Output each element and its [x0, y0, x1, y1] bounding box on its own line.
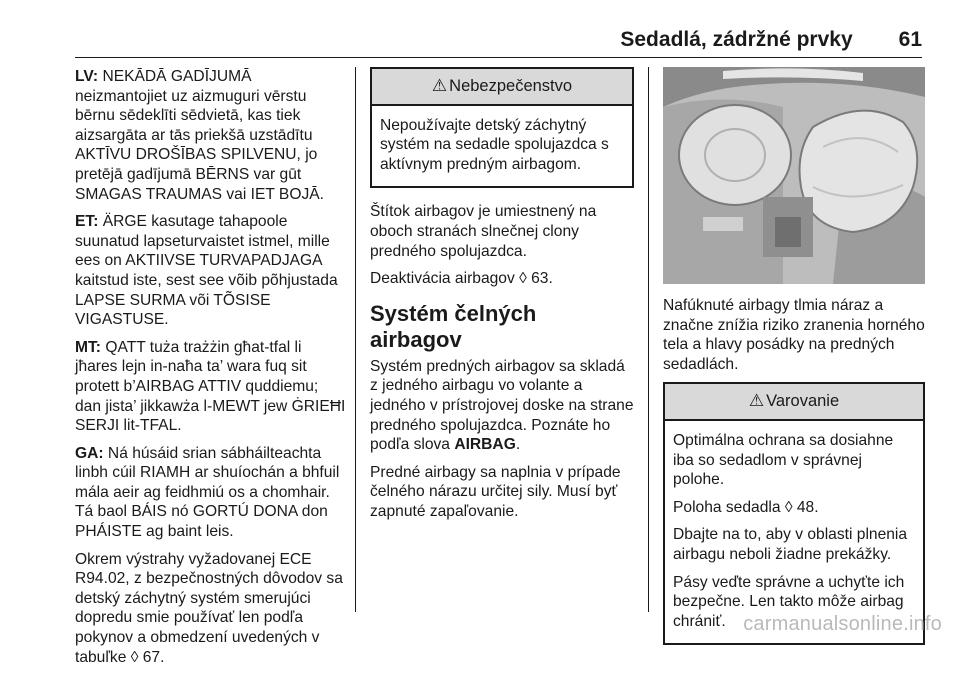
danger-box-body [372, 106, 632, 187]
airbag-illustration [663, 67, 925, 284]
paragraph-deactivation-ref: Deaktivácia airbagov ◊ 63. [370, 270, 553, 288]
photo-caption: Nafúknuté airbagy tlmia náraz a značne znížia riziko zranenia horného tela a hlavy posádky na predných sedadlách. [663, 297, 925, 373]
paragraph-ece-note: Okrem výstrahy vyžadovanej ECE R94.02, z bezpečnostných dôvodov sa detský záchytný systém smerujúci dopredu smie používať len podľa pokynov a obmedzení uvedených v tabuľke ◊ 67. [75, 550, 343, 666]
warning-box [663, 382, 925, 645]
danger-box-title: Nebezpečenstvo [449, 77, 573, 95]
watermark: carmanualsonline.info [743, 613, 942, 635]
paragraph-airbag-label: Štítok airbagov je umiestnený na oboch stranách slnečnej clony predného spolujazdca. [370, 203, 597, 260]
paragraph-ga: GA: Ná húsáid srian sábháilteachta linbh cúil RIAMH ar shuíochán a bhfuil mála aeir ag feidhmiú os a chomhair. Tá baol BÁIS nó GORTÚ DONA don PHÁISTE ag baint leis. [75, 444, 340, 541]
danger-box-header [372, 69, 632, 106]
warning-box-body [665, 421, 923, 643]
column-middle [370, 67, 634, 530]
page-title: Sedadlá, zádržné prvky [620, 28, 853, 51]
column-left [75, 67, 347, 675]
column-right [663, 67, 925, 659]
column-divider-left [355, 67, 356, 612]
section-heading: Systém čelných airbagov [370, 300, 537, 352]
warning-paragraph: Pásy veďte správne a uchyťte ich bezpečne. Len takto môže airbag chrániť. [673, 573, 905, 630]
warning-triangle-icon: ⚠ [431, 76, 448, 95]
page-number: 61 [898, 28, 922, 51]
header-rule [75, 57, 922, 58]
warning-paragraph: Poloha sedadla ◊ 48. [673, 498, 819, 516]
paragraph-lv: LV: NEKĀDĀ GADĪJUMĀ neizmantojiet uz aizmuguri vērstu bērnu sēdeklīti sēdvietā, kas tiek aizsargāta ar tās priekšā uzstādītu AKTĪVU DROŠĪBAS SPILVENU, jo pretējā gadījumā BĒRNS var gūt SMAGAS TRAUMAS vai IET BOJĀ. [75, 68, 324, 203]
danger-box [370, 67, 634, 188]
page-header [75, 28, 922, 52]
warning-paragraph: Optimálna ochrana sa dosiahne iba so sedadlom v správnej polohe. [673, 431, 894, 489]
warning-triangle-icon: ⚠ [748, 391, 765, 411]
danger-box-text: Nepoužívajte detský záchytný systém na sedadle spolujazdca s aktívnym predným airbagom. [380, 116, 609, 173]
paragraph-et: ET: ÄRGE kasutage tahapoole suunatud lapseturvaistet istmel, mille ees on AKTIIVSE TURVAPADJAGA kaitstud iste, sest see võib põhjustada LAPSE SURMA või TÕSISE VIGASTUSE. [75, 213, 338, 329]
airbag-photo [663, 67, 925, 284]
warning-box-header [665, 384, 923, 421]
warning-box-title: Varovanie [766, 392, 840, 411]
column-divider-right [648, 67, 649, 612]
paragraph-mt: MT: QATT tuża trażżin għat-tfal li jħares lejn in-naħa ta’ wara fuq sit protett b’AIRBAG ATTIV quddiemu; dan jista’ jikkawża l-MEWT jew ĠRIEĦI SERJI lit-TFAL. [75, 338, 346, 435]
warning-paragraph: Dbajte na to, aby v oblasti plnenia airbagu neboli žiadne prekážky. [673, 526, 908, 563]
paragraph-system-description: Systém predných airbagov sa skladá z jedného airbagu vo volante a jedného v prístrojovej doske na strane predného spolujazdca. Poznáte ho podľa slova AIRBAG. [370, 357, 634, 454]
paragraph-inflation: Predné airbagy sa naplnia v prípade čelného nárazu určitej sily. Musí byť zapnuté zapaľovanie. [370, 463, 621, 520]
